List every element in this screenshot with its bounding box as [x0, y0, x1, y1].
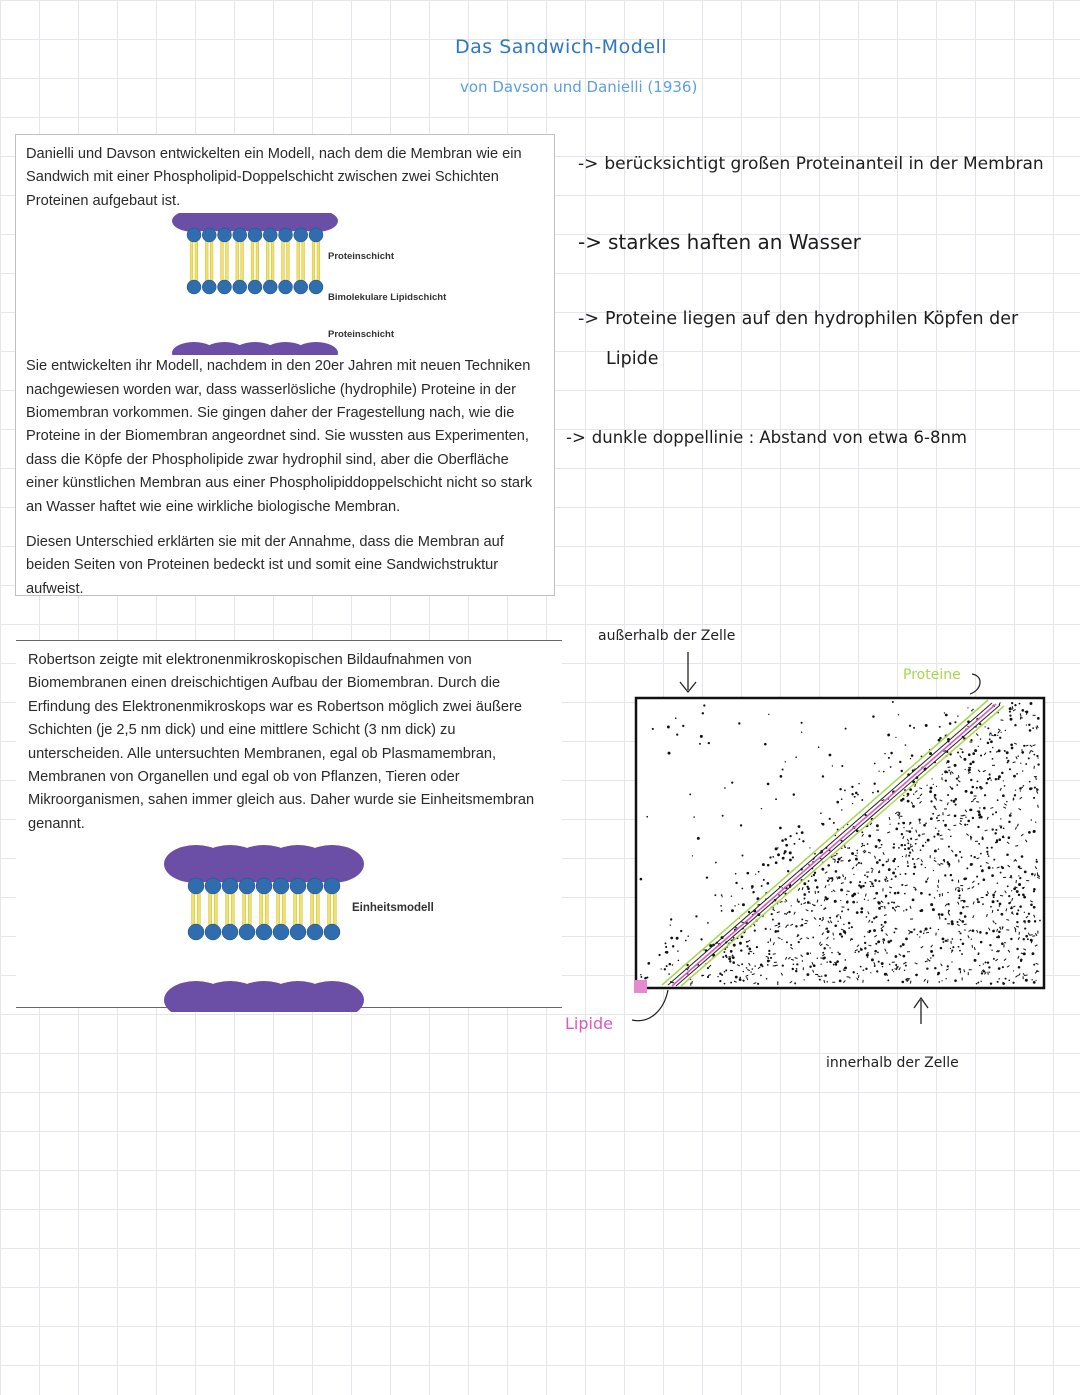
sandwich-figure: [26, 213, 544, 355]
unit-membrane-diagram: [16, 842, 536, 1012]
micrograph-frame: [636, 698, 1044, 988]
unit-model-label: Einheitsmodell: [352, 902, 434, 915]
arrow-inside-icon: [914, 998, 928, 1024]
proteins-pointer-icon: [970, 674, 980, 694]
arrow-icon: ->: [578, 230, 602, 254]
protein-layer-label-top: Proteinschicht: [328, 251, 394, 263]
page-subtitle: von Davson und Danielli (1936): [460, 78, 698, 96]
inside-cell-label: innerhalb der Zelle: [826, 1055, 959, 1071]
arrow-icon: ->: [566, 428, 586, 447]
sandwich-model-panel: [15, 134, 555, 596]
robertson-panel: [16, 640, 562, 1008]
arrow-outside-icon: [680, 652, 696, 692]
note-water-adhesion: -> starkes haften an Wasser: [578, 230, 861, 254]
note-double-line: -> dunkle doppellinie : Abstand von etwa 6-8nm: [566, 428, 967, 447]
lipids-pointer-icon: [632, 990, 668, 1021]
outside-cell-label: außerhalb der Zelle: [598, 628, 736, 644]
page-title: Das Sandwich-Modell: [455, 36, 668, 58]
arrow-icon: ->: [578, 309, 599, 329]
note-proteins-on-heads: -> Proteine liegen auf den hydrophilen Köpfen der: [578, 309, 1019, 329]
sandwich-diagram: [16, 213, 556, 355]
note-lipide: Lipide: [606, 349, 659, 369]
intro-text: Danielli und Davson entwickelten ein Modell, nach dem die Membran wie ein Sandwich mit einer Phospholipid-Doppelschicht zwischen zwei Schichten Proteinen aufgebaut ist.: [26, 146, 522, 209]
protein-layer-label-bottom: Proteinschicht: [328, 329, 394, 341]
membrane-line: [662, 700, 1004, 986]
lipid-marker: [634, 980, 647, 993]
proteins-label: Proteine: [903, 667, 961, 683]
paragraph-origin: Sie entwickelten ihr Modell, nachdem in den 20er Jahren mit neuen Techniken nachgewiesen worden war, dass wasserlösliche (hydrophile) Proteine in der Biomembran vorkommen. Sie gingen daher der Fragestellung nach, wie die Proteine in der Biomembran angeordnet sind. Sie wussten aus Experimenten, dass die Köpfe der Phospholipide zwar hydrophil sind, aber die Oberfläche einer künstlichen Membran aus einer Phospholipiddoppelschicht nicht so stark an Wasser haftet wie eine wirkliche biologische Membran.: [26, 358, 533, 515]
unit-membrane-figure: [28, 842, 550, 1012]
note-protein-share: -> berücksichtigt großen Proteinanteil in der Membran: [578, 154, 1044, 174]
arrow-icon: ->: [578, 154, 599, 174]
paragraph-explanation: Diesen Unterschied erklärten sie mit der Annahme, dass die Membran auf beiden Seiten von Proteinen bedeckt ist und somit eine Sandwichstruktur aufweist.: [26, 534, 504, 597]
lipids-label: Lipide: [565, 1014, 613, 1033]
lipid-layer-label: Bimolekulare Lipidschicht: [328, 292, 447, 304]
robertson-text: Robertson zeigte mit elektronenmikroskopischen Bildaufnahmen von Biomembranen einen dreischichtigen Aufbau der Biomembran. Durch die Erfindung des Elektronenmikroskops war es Robertson möglich zwei äußere Schichten (je 2,5 nm dick) und eine mittlere Schicht (3 nm dick) zu unterscheiden. Alle untersuchten Membranen, egal ob Plasmamembran, Membranen von Organellen und egal ob von Pflanzen, Tieren oder Mikroorganismen, sahen immer gleich aus. Daher wurde sie Einheitsmembran genannt.: [28, 652, 535, 832]
